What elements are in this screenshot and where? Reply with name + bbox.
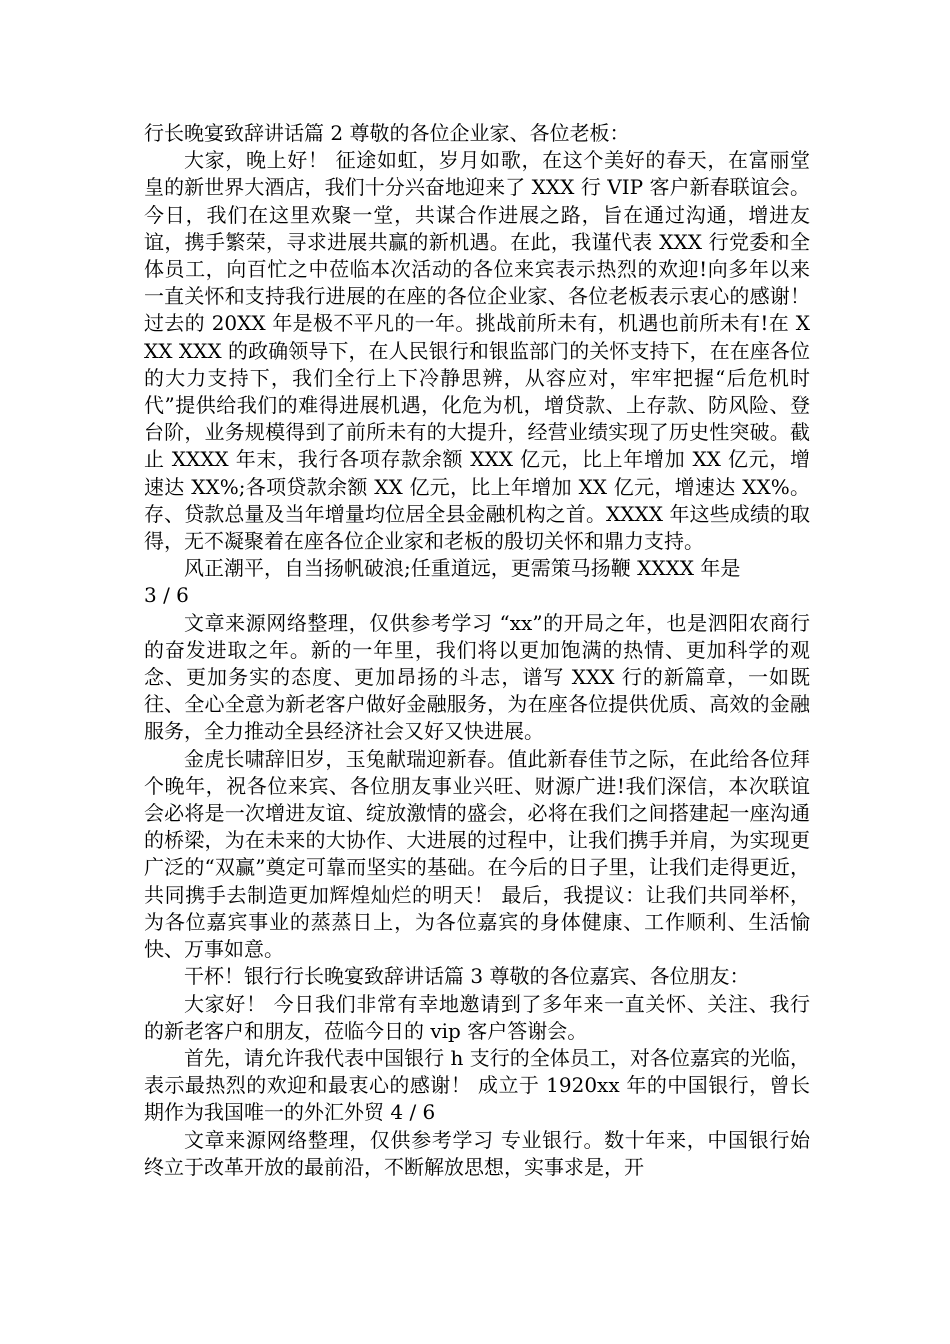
paragraph-2: 大家，晚上好！ 征途如虹，岁月如歌，在这个美好的春天，在富丽堂皇的新世界大酒店，我们十分兴奋地迎来了 XXX 行 VIP 客户新春联谊会。今日，我们在这里欢聚一堂，共谋合作进展之路，旨在通过沟通，增进友谊，携手繁荣，寻求进展共赢的新机遇。在此，我谨代表 XXX 行党委和全体员工，向百忙之中莅临本次活动的各位来宾表示热烈的欢迎!向多年以来一直关怀和支持我行进展的在座的各位企业家、各位老板表示衷心的感谢！ 过去的 20XX 年是极不平凡的一年。挑战前所未有，机遇也前所未有!在 XXX XXX 的政确领导下，在人民银行和银监部门的关怀支持下，在在座各位的大力支持下，我们全行上下冷静思辨，从容应对，牢牢把握“后危机时代”提供给我们的难得进展机遇，化危为机，增贷款、上存款、防风险、登台阶，业务规模得到了前所未有的大提升，经营业绩实现了历史性突破。截止 XXXX 年末，我行各项存款余额 XXX 亿元，比上年增加 XX 亿元，增速达 XX%;各项贷款余额 XX 亿元，比上年增加 XX 亿元，增速达 XX%。存、贷款总量及当年增量均位居全县金融机构之首。XXXX 年这些成绩的取得，无不凝聚着在座各位企业家和老板的殷切关怀和鼎力支持。 <box>144 148 810 554</box>
paragraph-5: 金虎长啸辞旧岁，玉兔献瑞迎新春。值此新春佳节之际，在此给各位拜个晚年，祝各位来宾、各位朋友事业兴旺、财源广进!我们深信，本次联谊会必将是一次增进友谊、绽放激情的盛会，必将在我们之间搭建起一座沟通的桥梁，为在未来的大协作、大进展的过程中，让我们携手并肩，为实现更广泛的“双赢”奠定可靠而坚实的基础。在今后的日子里，让我们走得更近，共同携手去制造更加辉煌灿烂的明天！ 最后，我提议：让我们共同举杯，为各位嘉宾事业的蒸蒸日上，为各位嘉宾的身体健康、工作顺利、生活愉快、万事如意。 <box>144 746 810 962</box>
paragraph-4: 文章来源网络整理，仅供参考学习 “xx”的开局之年，也是泗阳农商行的奋发进取之年。新的一年里，我们将以更加饱满的热情、更加科学的观念、更加务实的态度、更加昂扬的斗志，谱写 XXX 行的新篇章，一如既往、全心全意为新老客户做好金融服务，为在座各位提供优质、高效的金融服务，全力推动全县经济社会又好又快进展。 <box>144 610 810 744</box>
paragraph-8: 首先，请允许我代表中国银行 h 支行的全体员工，对各位嘉宾的光临，表示最热烈的欢迎和最衷心的感谢！ 成立于 1920xx 年的中国银行，曾长期作为我国唯一的外汇外贸 4 / 6 <box>144 1045 810 1125</box>
paragraph-1: 行长晚宴致辞讲话篇 2 尊敬的各位企业家、各位老板： <box>144 121 630 145</box>
paragraph-3: 风正潮平，自当扬帆破浪;任重道远，更需策马扬鞭 XXXX 年是 <box>184 556 741 581</box>
paragraph-6: 干杯！银行行长晚宴致辞讲话篇 3 尊敬的各位嘉宾、各位朋友： <box>184 964 750 989</box>
paragraph-7: 大家好！ 今日我们非常有幸地邀请到了多年来一直关怀、关注、我行的新老客户和朋友，莅临今日的 vip 客户答谢会。 <box>144 991 810 1043</box>
paragraph-9: 文章来源网络整理，仅供参考学习 专业银行。数十年来，中国银行始终立于改革开放的最前沿，不断解放思想，实事求是，开 <box>144 1127 810 1179</box>
page-number: 3 / 6 <box>144 583 189 608</box>
